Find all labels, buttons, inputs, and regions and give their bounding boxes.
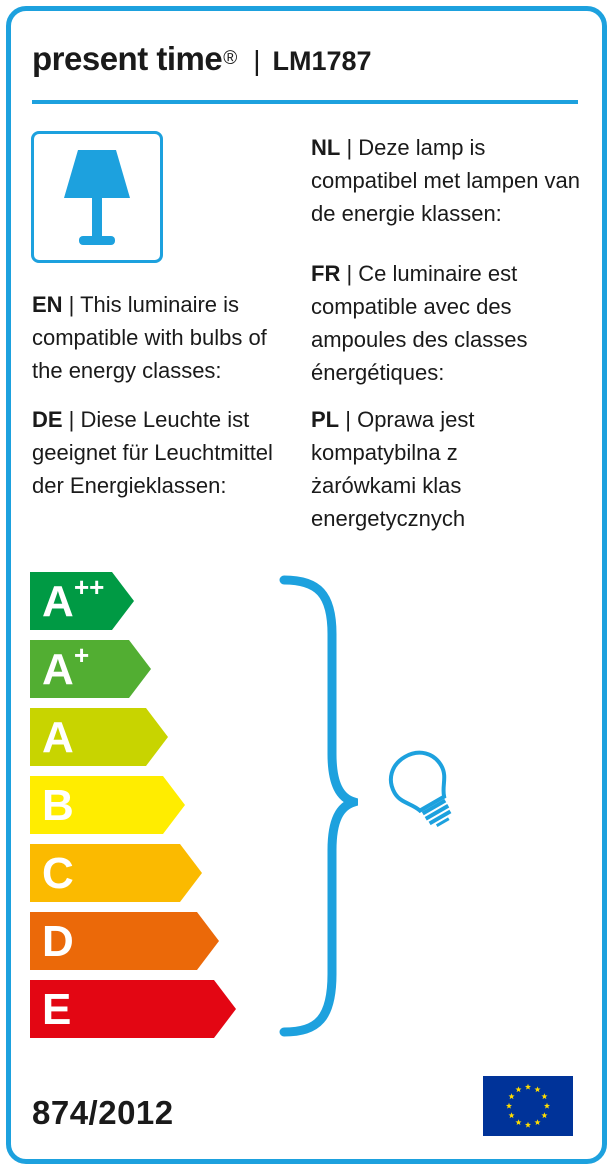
lang-sep-fr: | (340, 261, 359, 286)
energy-class-letter: A (42, 713, 74, 762)
eu-flag-icon (483, 1076, 573, 1136)
energy-class-plus: + (74, 640, 90, 670)
lang-code-en: EN (32, 292, 63, 317)
lang-sep-de: | (62, 407, 81, 432)
curly-brace (278, 574, 358, 1040)
lang-code-nl: NL (311, 135, 341, 160)
lang-code-pl: PL (311, 407, 340, 432)
lang-text-nl: Deze lamp is compatibel met lampen van de energie klassen: (311, 135, 581, 226)
energy-class-letter: C (42, 849, 74, 898)
energy-class-6 (30, 912, 219, 970)
header (32, 40, 372, 90)
text-nl (311, 131, 581, 230)
energy-class-2 (30, 640, 151, 698)
light-bulb-icon (378, 748, 468, 830)
lang-sep-nl: | (340, 135, 359, 160)
model-number: LM1787 (272, 46, 372, 76)
lang-sep-en: | (62, 292, 81, 317)
brand-name: present time (32, 40, 223, 77)
text-de (32, 403, 302, 502)
energy-class-3 (30, 708, 168, 766)
lang-text-de: Diese Leuchte ist geeignet für Leuchtmittel der Energieklassen: (32, 407, 273, 498)
energy-class-7 (30, 980, 236, 1038)
lang-text-fr: Ce luminaire est compatible avec des ampoules des classes énergétiques: (311, 261, 528, 385)
energy-class-4 (30, 776, 185, 834)
text-en (32, 288, 302, 387)
energy-class-letter: D (42, 917, 74, 966)
energy-class-letter: A (42, 577, 74, 626)
header-rule (32, 100, 578, 104)
header-separator: | (253, 45, 261, 76)
table-lamp-icon (34, 134, 160, 260)
energy-class-1 (30, 572, 134, 630)
energy-class-letter: B (42, 781, 74, 830)
lang-sep-pl: | (339, 407, 358, 432)
energy-class-5 (30, 844, 202, 902)
energy-class-plus: ++ (74, 572, 105, 602)
lang-code-fr: FR (311, 261, 341, 286)
text-pl (311, 403, 561, 535)
energy-class-letter: A (42, 645, 74, 694)
lang-text-en: This luminaire is compatible with bulbs of the energy classes: (32, 292, 267, 383)
lang-code-de: DE (32, 407, 63, 432)
energy-class-scale (30, 572, 250, 1042)
regulation-number: 874/2012 (32, 1094, 174, 1131)
lamp-icon-box (31, 131, 163, 263)
energy-class-letter: E (42, 985, 72, 1034)
text-fr (311, 257, 581, 389)
registered-mark: ® (223, 48, 238, 69)
lang-text-pl: Oprawa jest kompatybilna z żarówkami klas energetycznych (311, 407, 475, 531)
